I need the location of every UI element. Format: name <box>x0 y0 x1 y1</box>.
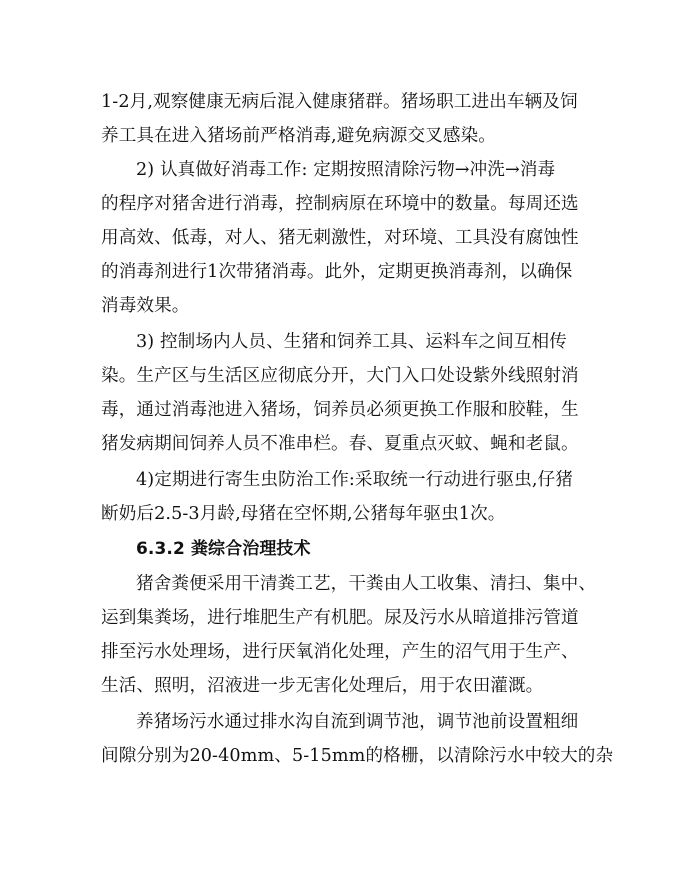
text-line: 的程序对猪舍进行消毒，控制病原在环境中的数量。每周还选 <box>101 194 579 214</box>
text-line: 染。生产区与生活区应彻底分开，大门入口处设紫外线照射消 <box>101 366 579 386</box>
text-line: 消毒效果。 <box>101 296 190 316</box>
text-line: 毒，通过消毒池进入猪场，饲养员必须更换工作服和胶鞋，生 <box>101 400 579 420</box>
text-line: 养猪场污水通过排水沟自流到调节池，调节池前设置粗细 <box>136 712 579 732</box>
text-line: 排至污水处理场，进行厌氧消化处理，产生的沼气用于生产、 <box>101 642 579 662</box>
text-line: 间隙分别为20-40mm、5-15mm的格栅，以清除污水中较大的杂 <box>101 746 614 766</box>
text-line: 断奶后2.5-3月龄,母猪在空怀期,公猪每年驱虫1次。 <box>101 504 506 524</box>
text-line: 的消毒剂进行1次带猪消毒。此外，定期更换消毒剂，以确保 <box>101 262 573 282</box>
text-line: 养工具在进入猪场前严格消毒,避免病源交叉感染。 <box>101 126 496 146</box>
text-line: 运到集粪场，进行堆肥生产有机肥。尿及污水从暗道排污管道 <box>101 608 579 628</box>
text-line: 2) 认真做好消毒工作: 定期按照清除污物→冲洗→消毒 <box>136 160 556 180</box>
text-line: 猪舍粪便采用干清粪工艺，干粪由人工收集、清扫、集中、 <box>136 574 597 594</box>
text-line: 猪发病期间饲养人员不准串栏。春、夏重点灭蚊、蝇和老鼠。 <box>101 434 579 454</box>
text-line: 1-2月,观察健康无病后混入健康猪群。猪场职工进出车辆及饲 <box>101 92 578 112</box>
text-line: 4)定期进行寄生虫防治工作:采取统一行动进行驱虫,仔猪 <box>136 470 573 490</box>
text-line: 生活、照明，沼液进一步无害化处理后，用于农田灌溉。 <box>101 676 544 696</box>
text-line: 3) 控制场内人员、生猪和饲养工具、运料车之间互相传 <box>136 332 567 352</box>
text-line: 用高效、低毒，对人、猪无刺激性，对环境、工具没有腐蚀性 <box>101 228 579 248</box>
section-heading: 6.3.2 粪综合治理技术 <box>136 539 311 559</box>
